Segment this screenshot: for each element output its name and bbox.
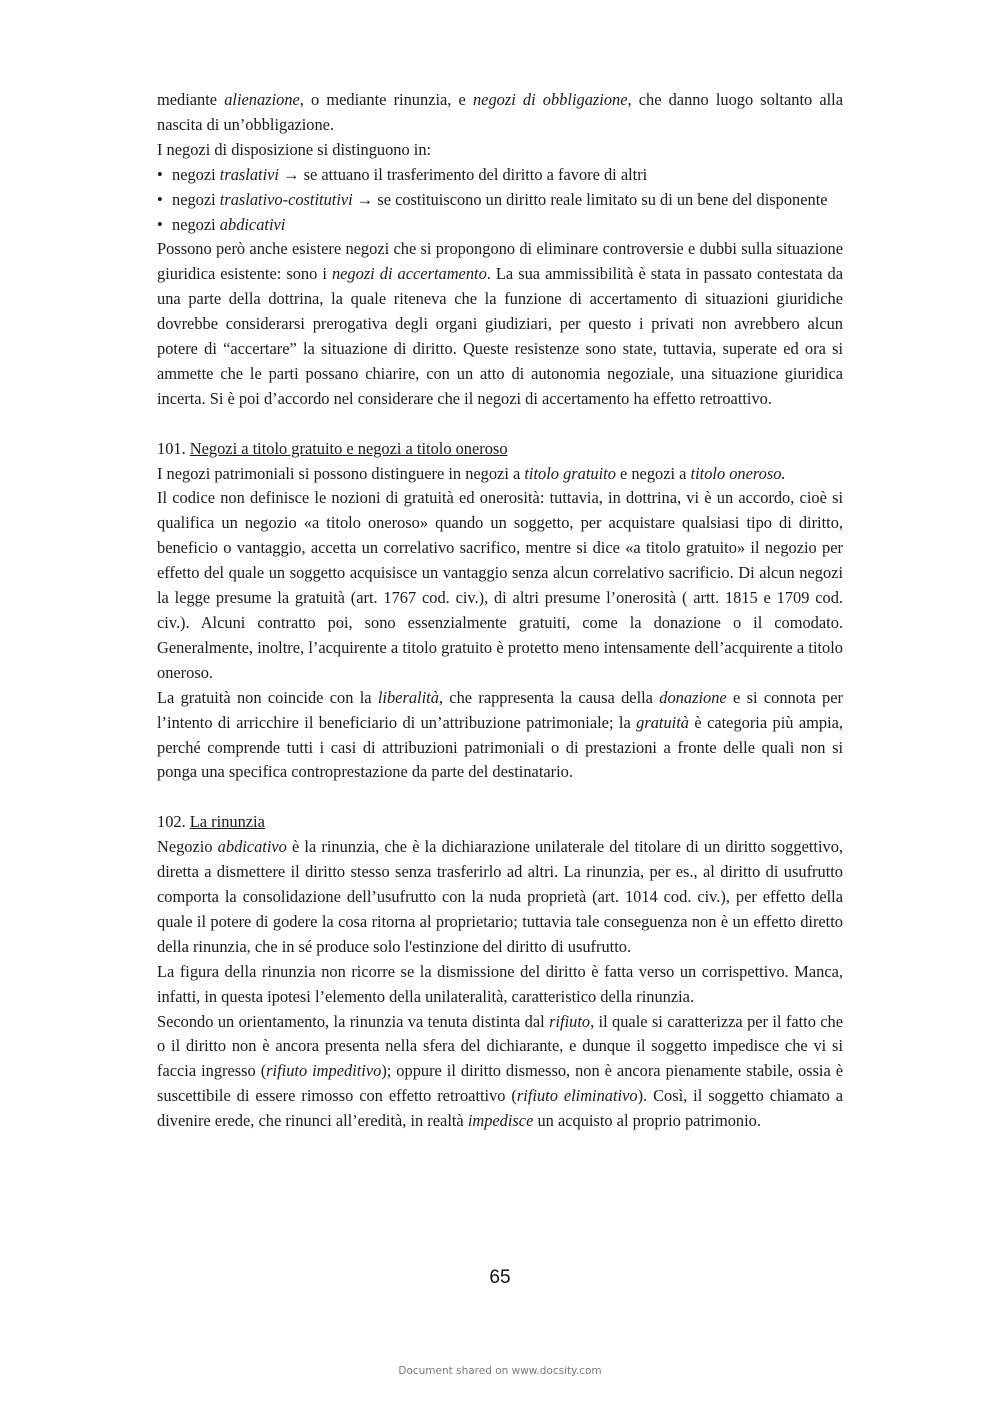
section-101-paragraph bbox=[157, 462, 843, 487]
italic-text: titolo oneroso. bbox=[690, 463, 786, 483]
italic-text: impedisce bbox=[467, 1111, 534, 1131]
page-number: 65 bbox=[489, 1267, 511, 1288]
negozi-list bbox=[157, 163, 843, 238]
italic-text: negozi di obbligazione bbox=[472, 90, 628, 109]
list-item bbox=[157, 213, 843, 238]
section-number: 102. bbox=[157, 812, 186, 832]
text-run: Possono però anche esistere negozi che si propongono di eliminare controversie e dubbi sulla situazione giuridica esistente: sono i bbox=[157, 239, 843, 284]
italic-text: rifiuto impeditivo bbox=[266, 1061, 382, 1081]
section-101-heading bbox=[157, 437, 843, 462]
bullet-icon: • bbox=[157, 189, 163, 209]
italic-text: traslativo-costitutivi bbox=[219, 189, 353, 209]
document-page bbox=[157, 88, 843, 1134]
text-run: è categoria più ampia, perché comprende tutti i casi di attribuzioni patrimoniali o di prestazioni a fronte delle quali non si ponga una specifica controprestazione da parte del destinatario. bbox=[157, 712, 844, 782]
section-number: 101. bbox=[157, 438, 186, 458]
italic-text: abdicativo bbox=[217, 837, 287, 857]
section-102-paragraph bbox=[157, 835, 843, 960]
bullet-icon: • bbox=[157, 214, 163, 234]
intro-paragraph bbox=[157, 88, 843, 138]
section-title: La rinunzia bbox=[189, 812, 265, 832]
text-run: Il codice non definisce le nozioni di gratuità ed onerosità: tuttavia, in dottrina, vi è un accordo, cioè si qualifica un negozio «a titolo oneroso» quando un soggetto, per acquistare qualsiasi tipo di diritto, beneficio o vantaggio, accetta un correlativo sacrifico, mentre si dice «a titolo gratuito» il negozio per effetto del quale un soggetto acquisisce un vantaggio senza alcun correlativo sacrificio. Di alcun negozi la legge presume la gratuità (art. 1767 cod. civ.), di altri presume l’onerosità ( artt. 1815 e 1709 cod. civ.). Alcuni contratto poi, sono essenzialmente gratuiti, come la donazione o il comodato. Generalmente, inoltre, l’acquirente a titolo gratuito è protetto meno intensamente dell’acquirente a titolo oneroso. bbox=[157, 488, 843, 682]
section-102-paragraph bbox=[157, 960, 843, 1010]
italic-text: traslativi bbox=[219, 164, 279, 184]
text-run: e si connota per l’intento di arricchire il beneficiario di un’attribuzione patrimoniale; la bbox=[157, 687, 843, 732]
italic-text: negozi di accertamento bbox=[331, 264, 487, 284]
list-item bbox=[157, 163, 843, 188]
text-run: un acquisto al proprio patrimonio. bbox=[533, 1111, 761, 1131]
text-run: I negozi patrimoniali si possono distinguere in negozi a bbox=[157, 463, 525, 483]
list-item bbox=[157, 188, 843, 213]
italic-text: titolo gratuito bbox=[524, 463, 616, 483]
text-run: e negozi a bbox=[615, 463, 691, 483]
text-run: , il quale si caratterizza per il fatto che o il diritto non è ancora presenta nella sfera del dichiarante, e dunque il soggetto impedisce che vi si faccia ingresso ( bbox=[157, 1011, 844, 1081]
italic-text: rifiuto eliminativo bbox=[516, 1086, 638, 1106]
text-run: → se costituiscono un diritto reale limitato su di un bene del disponente bbox=[352, 189, 828, 209]
text-run: Secondo un orientamento, la rinunzia va tenuta distinta dal bbox=[157, 1011, 550, 1031]
text-run: La figura della rinunzia non ricorre se la dismissione del diritto è fatta verso un corrispettivo. Manca, infatti, in questa ipotesi l’elemento della unilateralità, caratteristico della rinunzia. bbox=[157, 961, 843, 1006]
text-run: è la rinunzia, che è la dichiarazione unilaterale del titolare di un diritto soggettivo, diretta a dismettere il diritto stesso senza trasferirlo ad altri. La rinunzia, per es., al diritto di usufrutto comporta la consolidazione dell’usufrutto con la nuda proprietà (art. 1014 cod. civ.), per effetto della quale il potere di godere la cosa ritorna al proprietario; tuttavia tale conseguenza non è un effetto diretto della rinunzia, che in sé produce solo l'estinzione del diritto di usufrutto. bbox=[157, 837, 843, 956]
text-run: ). Così, il soggetto chiamato a divenire erede, che rinunci all’eredità, in realtà bbox=[157, 1086, 843, 1131]
section-101-paragraph bbox=[157, 686, 843, 786]
text-run: mediante bbox=[157, 90, 225, 109]
section-102-paragraph bbox=[157, 1010, 843, 1135]
spacer bbox=[157, 412, 843, 437]
section-title: Negozi a titolo gratuito e negozi a titolo oneroso bbox=[189, 438, 508, 458]
text-run: I negozi di disposizione si distinguono in: bbox=[157, 139, 432, 159]
text-run: negozi bbox=[172, 164, 220, 184]
italic-text: rifiuto bbox=[549, 1011, 591, 1031]
italic-text: donazione bbox=[659, 687, 727, 707]
text-run: ); oppure il diritto dismesso, non è ancora pienamente stabile, ossia è suscettibile di essere rimosso con effetto retroattivo ( bbox=[157, 1061, 843, 1106]
italic-text: alienazione bbox=[224, 90, 300, 109]
spacer bbox=[157, 785, 843, 810]
accertamento-paragraph bbox=[157, 237, 843, 411]
text-run: negozi bbox=[172, 214, 220, 234]
text-run: Negozio bbox=[157, 837, 218, 857]
text-run: , o mediante rinunzia, e bbox=[299, 90, 473, 109]
list-intro bbox=[157, 138, 843, 163]
section-101-paragraph bbox=[157, 486, 843, 685]
footer-watermark: Document shared on www.docsity.com bbox=[398, 1365, 602, 1377]
italic-text: abdicativi bbox=[219, 214, 286, 234]
text-run: negozi bbox=[172, 189, 220, 209]
text-run: che rappresenta la causa della bbox=[442, 687, 660, 707]
text-run: . La sua ammissibilità è stata in passato contestata da una parte della dottrina, la quale riteneva che la funzione di accertamento di situazioni giuridiche dovrebbe considerarsi prerogativa degli organi giudiziari, per questo i privati non avrebbero alcun potere di “accertare” la situazione di diritto. Queste resistenze sono state, tuttavia, superate ed ora si ammette che le parti possano chiarire, con un atto di autonomia negoziale, una situazione giuridica incerta. Si è poi d’accordo nel considerare che il negozi di accertamento ha effetto retroattivo. bbox=[157, 264, 843, 408]
bullet-icon: • bbox=[157, 164, 163, 184]
text-run: , che danno luogo soltanto alla nascita di un’obbligazione. bbox=[157, 90, 843, 134]
italic-text: liberalità, bbox=[377, 687, 443, 707]
text-run: La gratuità non coincide con la bbox=[157, 687, 378, 707]
section-102-heading bbox=[157, 810, 843, 835]
italic-text: gratuità bbox=[636, 712, 689, 732]
text-run: → se attuano il trasferimento del diritto a favore di altri bbox=[279, 164, 648, 184]
